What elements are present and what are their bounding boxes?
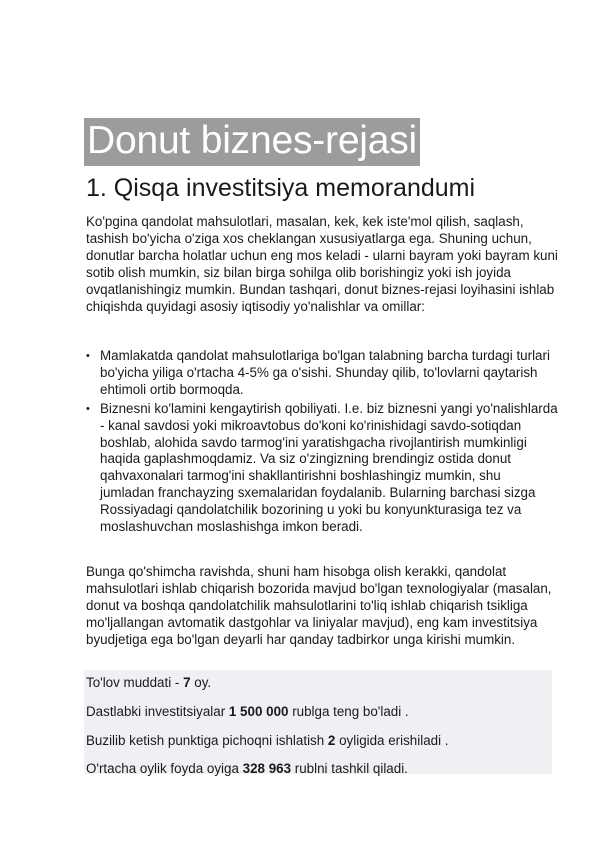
fact-label: O'rtacha oylik foyda oyiga: [86, 761, 243, 776]
investment-fact: [86, 703, 409, 720]
breakeven-fact: [86, 732, 449, 749]
fact-value: 1 500 000: [228, 704, 289, 719]
fact-label: To'lov muddati -: [86, 675, 184, 690]
factor-list: [86, 348, 558, 538]
list-item: [86, 348, 558, 399]
section-heading: 1. Qisqa investitsiya memorandumi: [86, 174, 476, 202]
closing-paragraph: Bunga qo'shimcha ravishda, shuni ham hisobga olish kerakki, qandolat mahsulotlari ishlab chiqarish bozorida mavjud bo'lgan texnologiyalar (masalan, donut va boshqa qandolatchilik mahsulotlarini to'liq ishlab chiqarish tsikliga mo'ljallangan avtomatik dastgohlar va liniyalar mavjud), eng kam investitsiya byudjetiga ega bo'lgan deyarli har qanday tadbirkor unga kirishi mumkin.: [86, 564, 552, 647]
list-item-text: Biznesni ko'lamini kengaytirish qobiliyati. I.e. biz biznesni yangi yo'nalishlarda - kanal savdosi yoki mikroavtobus do'koni ko'rinishidagi savdo-sotiqdan boshlab, alohida savdo tarmog'ini yaratishgacha rivojlantirish mumkinligi haqida gaplashmoqdamiz. Va siz o'zingizning brendingiz ostida donut qahvaxonalari tarmog'ini shakllantirishni boshlashingiz mumkin, shu jumladan franchayzing sxemalaridan foydalanib. Bularning barchasi sizga Rossiyadagi qandolatchilik bozorining u yoki bu konyunkturasiga tez va moslashuvchan moslashishga imkon beradi.: [100, 400, 558, 535]
fact-value: 328 963: [242, 761, 292, 776]
bullet-icon: •: [86, 350, 90, 362]
fact-unit: rublga teng bo'ladi .: [288, 704, 409, 719]
list-item: [86, 401, 558, 536]
fact-value: 7: [183, 675, 191, 690]
fact-unit: oy.: [190, 675, 212, 690]
fact-unit: oyligida erishiladi .: [335, 733, 449, 748]
profit-fact: [86, 760, 408, 777]
fact-value: 2: [327, 733, 336, 748]
fact-label: Dastlabki investitsiyalar: [86, 704, 229, 719]
fact-label: Buzilib ketish punktiga pichoqni ishlatish: [86, 733, 328, 748]
document-title: Donut biznes-rejasi: [84, 118, 420, 166]
list-item-text: Mamlakatda qandolat mahsulotlariga bo'lgan talabning barcha turdagi turlari bo'yicha yiliga o'rtacha 4-5% ga o'sishi. Shunday qilib, to'lovlarni qaytarish ehtimoli ortib bormoqda.: [100, 348, 550, 397]
intro-paragraph: Ko'pgina qandolat mahsulotlari, masalan, kek, kek iste'mol qilish, saqlash, tashish bo'yicha o'ziga xos cheklangan xususiyatlarga ega. Shuning uchun, donutlar barcha holatlar uchun eng mos keladi - ularni bayram yoki bayram kuni sotib olish mumkin, siz bilan birga sohilga olib borishingiz yoki ish joyida ovqatlanishingiz mumkin. Bundan tashqari, donut biznes-rejasi loyihasini ishlab chiqishda quyidagi asosiy iqtisodiy yo'nalishlar va omillar:: [86, 214, 558, 314]
payback-fact: [86, 674, 211, 691]
fact-unit: rublni tashkil qiladi.: [291, 761, 408, 776]
bullet-icon: •: [86, 402, 90, 415]
